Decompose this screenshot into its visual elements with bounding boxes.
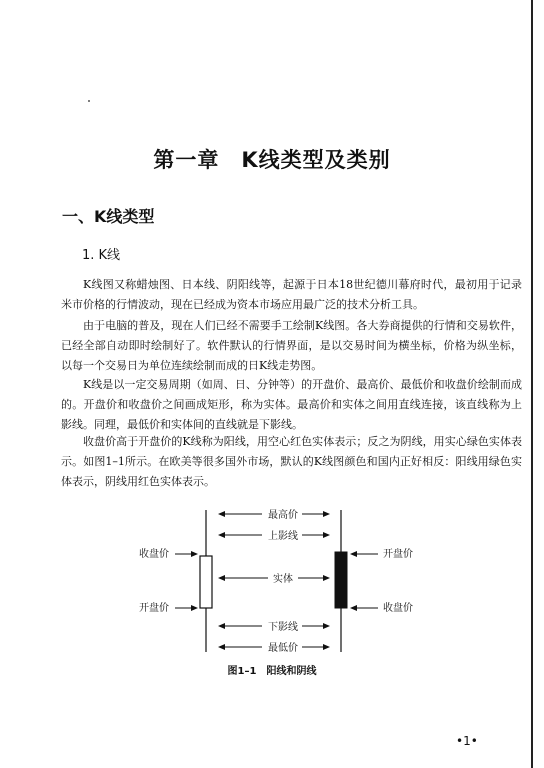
page-number: •1•: [456, 734, 478, 748]
paragraph-1: K线图又称蜡烛图、日本线、阴阳线等，起源于日本18世纪德川幕府时代，最初用于记录米市价格的行情波动，现在已经成为资本市场应用最广泛的技术分析工具。: [61, 278, 522, 311]
label-upper-shadow: 上影线: [268, 531, 298, 542]
label-left-open: 开盘价: [139, 603, 169, 614]
print-dot: [88, 100, 90, 102]
yin-body: [335, 552, 347, 608]
paragraph-3: K线是以一定交易周期（如周、日、分钟等）的开盘价、最高价、最低价和收盘价绘制而成的。开盘价和收盘价之间画成矩形，称为实体。最高价和实体之间用直线连接，该直线称为上影线。同理，最低价和实体间的直线就是下影线。: [61, 378, 522, 431]
label-low: 最低价: [268, 643, 298, 654]
chapter-title: 第一章 K线类型及类别: [153, 148, 391, 172]
label-right-open: 开盘价: [383, 549, 413, 560]
candlestick-figure: [0, 500, 544, 660]
label-lower-shadow: 下影线: [268, 622, 298, 633]
section-title: 一、K线类型: [62, 207, 155, 226]
label-body: 实体: [273, 574, 293, 585]
subsection-title: 1. K线: [82, 248, 121, 263]
label-right-close: 收盘价: [383, 603, 413, 614]
yang-body: [200, 556, 212, 608]
figure-caption: 图1–1 阳线和阴线: [227, 666, 317, 677]
paragraph-2: 由于电脑的普及，现在人们已经不需要手工绘制K线图。各大券商提供的行情和交易软件，已经全部自动即时绘制好了。软件默认的行情界面，是以交易时间为横坐标，价格为纵坐标，以每一个交易日为单位连续绘制而成的日K线走势图。: [61, 319, 522, 372]
label-high: 最高价: [268, 510, 298, 521]
paragraph-4: 收盘价高于开盘价的K线称为阳线，用空心红色实体表示；反之为阴线，用实心绿色实体表示。如图1–1所示。在欧美等很多国外市场，默认的K线图颜色和国内正好相反：阳线用绿色实体表示，阴线用红色实体表示。: [61, 435, 522, 488]
label-left-close: 收盘价: [139, 549, 169, 560]
